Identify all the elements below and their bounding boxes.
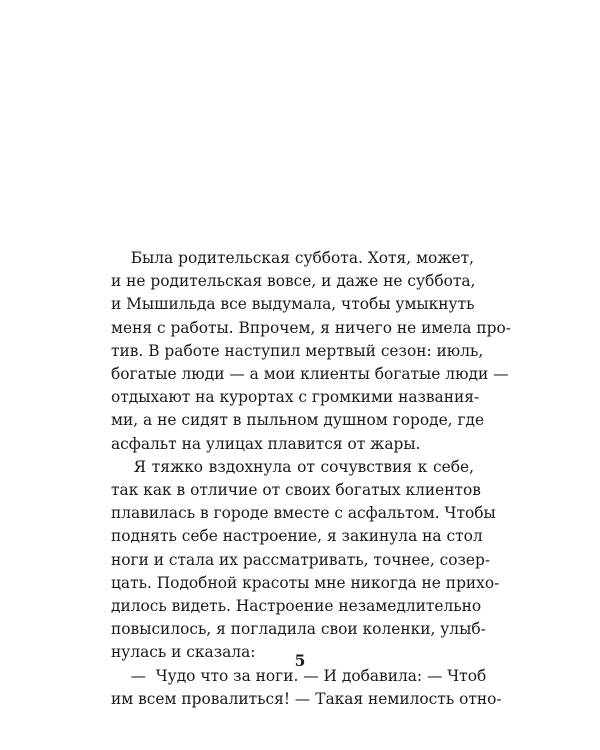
text-line: Была родительская суббота. Хотя, может, (111, 249, 474, 267)
text-line: цать. Подобной красоты мне никогда не прихо- (111, 573, 500, 592)
text-line: поднять себе настроение, я закинула на стол (111, 527, 483, 546)
text-line: — Чудо что за ноги. — И добавила: — Чтоб (111, 666, 487, 685)
text-line: асфальт на улицах плавится от жары. (111, 434, 421, 453)
text-line: тив. В работе наступил мертвый сезон: июль, (111, 341, 484, 360)
text-line: плавилась в городе вместе с асфальтом. Чтобы (111, 504, 496, 523)
page-number: 5 (294, 651, 306, 670)
text-line: меня с работы. Впрочем, я ничего не имела про- (111, 318, 511, 337)
text-line: дилось видеть. Настроение незамедлительно (111, 597, 482, 616)
text-line: Я тяжко вздохнула от сочувствия к себе, (111, 457, 474, 476)
text-line: и не родительская вовсе, и даже не суббота, (111, 272, 476, 291)
text-line: богатые люди — а мои клиенты богатые люди — (111, 365, 509, 384)
body-text (111, 247, 511, 711)
text-line: ми, а не сидят в пыльном душном городе, где (111, 411, 485, 430)
text-line: повысилось, я погладила свои коленки, улыб- (111, 620, 486, 639)
text-line: и Мышильда все выдумала, чтобы умыкнуть (111, 295, 475, 314)
text-line: им всем провалиться! — Такая немилость отно- (111, 689, 502, 708)
text-line: так как в отличие от своих богатых клиентов (111, 481, 481, 500)
text-line: отдыхают на курортах с громкими названия- (111, 388, 480, 407)
text-line: нулась и сказала: (111, 643, 256, 662)
text-line: ноги и стала их рассматривать, точнее, созер- (111, 550, 491, 569)
